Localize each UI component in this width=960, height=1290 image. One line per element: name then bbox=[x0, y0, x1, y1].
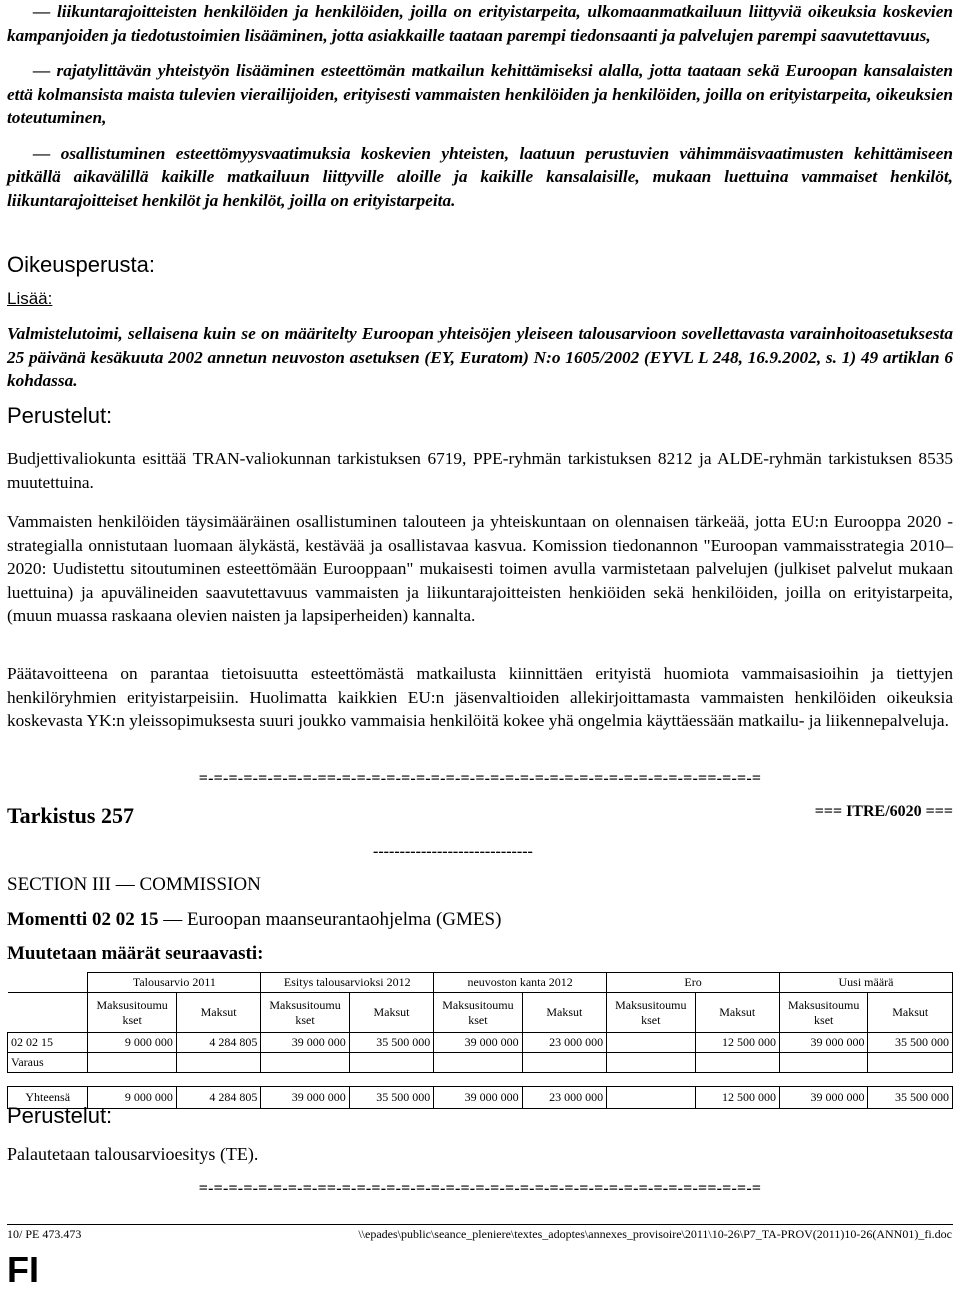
table-sub-header: Maksusitoumu kset bbox=[779, 993, 867, 1033]
table-cell bbox=[88, 1053, 176, 1073]
row-label: Yhteensä bbox=[8, 1087, 88, 1109]
table-sub-header-row bbox=[8, 993, 953, 1033]
table-cell bbox=[779, 1053, 867, 1073]
table-spacer-row bbox=[8, 1073, 953, 1087]
table-cell bbox=[607, 1087, 695, 1109]
bullet-list bbox=[7, 0, 953, 212]
table-group-header: neuvoston kanta 2012 bbox=[434, 973, 607, 993]
table-group-header-row bbox=[8, 973, 953, 993]
budget-item bbox=[7, 909, 501, 931]
table-row bbox=[8, 1087, 953, 1109]
table-cell bbox=[607, 1033, 695, 1053]
legal-basis-heading: Oikeusperusta: bbox=[7, 252, 155, 277]
item-name: Euroopan maanseurantaohjelma (GMES) bbox=[186, 909, 502, 930]
justification-paragraph: Vammaisten henkilöiden täysimääräinen osallistuminen talouteen ja yhteiskuntaan on olennaisen tärkeää, jotta EU:n Eurooppa 2020 -strategialla onnistutaan luomaan älykästä, kestävää ja osallistavaa kasvua. Komission tiedonannon "Euroopan vammaisstrategia 2010–2020: Uudistettu sitoutuminen esteettömään Eurooppaan" mukaisesti toimen avulla varmistetaan palvelujen (julkiset palvelut mukaan luettuina) ja apuvälineiden saavutettavuus vammaisten ja liikuntarajoitteisten henkiöiden sekä henkilöiden, joilla on erityistarpeita, (muun muassa raskaana olevien naisten ja lapsiperheiden) kannalta. bbox=[7, 512, 953, 625]
table-cell bbox=[349, 1053, 433, 1073]
bullet-text: rajatylittävän yhteistyön lisääminen esteettömän matkailun kehittämiseksi alalla, jotta taataan sekä Euroopan kansalaisten että kolmansista maista tulevien vierailijoiden, erityisesti vammaisten henkilöiden ja henkilöiden, joilla on erityistarpeita, oikeuksien toteutuminen, bbox=[7, 61, 953, 127]
table-sub-header: Maksut bbox=[868, 993, 953, 1033]
justification2-heading: Perustelut: bbox=[7, 1103, 113, 1128]
item-label: Momentti 02 02 15 bbox=[7, 909, 159, 930]
item-dash: — bbox=[158, 909, 187, 930]
table-cell: 23 000 000 bbox=[522, 1087, 606, 1109]
table-cell bbox=[261, 1053, 349, 1073]
amendment-dashes: ------------------------------ bbox=[373, 843, 533, 860]
table-cell: 9 000 000 bbox=[88, 1087, 176, 1109]
table-spacer bbox=[8, 1073, 953, 1087]
table-sub-header: Maksusitoumu kset bbox=[434, 993, 522, 1033]
budget-table bbox=[7, 972, 953, 1109]
legal-basis-text: Valmistelutoimi, sellaisena kuin se on määritelty Euroopan yhteisöjen yleiseen talousarvioon sovellettavasta varainhoitoasetuksesta 25 päivänä kesäkuuta 2002 annetun neuvoston asetuksen (EY, Euratom) N:o 1605/2002 (EYVL L 248, 16.9.2002, s. 1) 49 artiklan 6 kohdassa. bbox=[7, 324, 953, 390]
footer-file-path: \\epades\public\seance_pleniere\textes_adoptes\annexes_provisoire\2011\10-26\P7_TA-PROV(2011)10-26(ANN01)_fi.doc bbox=[358, 1227, 952, 1241]
table-cell: 12 500 000 bbox=[695, 1087, 779, 1109]
row-label: 02 02 15 bbox=[8, 1033, 88, 1053]
bullet-item bbox=[7, 0, 953, 47]
table-cell: 35 500 000 bbox=[868, 1087, 953, 1109]
language-code: FI bbox=[7, 1249, 39, 1290]
table-sub-header: Maksut bbox=[349, 993, 433, 1033]
bullet-text: liikuntarajoitteisten henkilöiden ja henkilöiden, joilla on erityistarpeita, ulkomaanmatkailuun liittyviä oikeuksia koskevien kampanjoiden ja tiedotustoimien lisääminen, jotta asiakkaille taataan parempi tiedonsaanti ja palvelujen parempi saavutettavuus, bbox=[7, 2, 954, 45]
table-cell bbox=[522, 1053, 606, 1073]
bullet-dash: — bbox=[33, 143, 51, 163]
table-cell: 39 000 000 bbox=[779, 1087, 867, 1109]
table-cell: 39 000 000 bbox=[434, 1033, 522, 1053]
footer-page-ref: 10/ PE 473.473 bbox=[7, 1227, 82, 1241]
table-cell: 35 500 000 bbox=[868, 1033, 953, 1053]
table-group-header: Uusi määrä bbox=[779, 973, 952, 993]
table-cell: 35 500 000 bbox=[349, 1033, 433, 1053]
table-cell: 9 000 000 bbox=[88, 1033, 176, 1053]
table-cell bbox=[695, 1053, 779, 1073]
table-cell: 23 000 000 bbox=[522, 1033, 606, 1053]
table-group-header: Ero bbox=[607, 973, 780, 993]
justification-heading: Perustelut: bbox=[7, 403, 113, 428]
table-group-header: Talousarvio 2011 bbox=[88, 973, 261, 993]
table-row bbox=[8, 1053, 953, 1073]
table-cell: 35 500 000 bbox=[349, 1087, 433, 1109]
table-group-header: Esitys talousarvioksi 2012 bbox=[261, 973, 434, 993]
justification-paragraph: Päätavoitteena on parantaa tietoisuutta esteettömästä matkailusta kiinnittäen erityistä huomiota vammaisasioihin ja tiettyjen henkilöryhmien erityistarpeisiin. Huolimatta kaikkien EU:n jäsenvaltioiden allekirjoittamasta vammaisten henkilöiden oikeuksia koskevasta YK:n yleissopimuksesta suuri joukko vammaisia henkilöitä kokee yhä ongelmia käyttäessään matkailu- ja liikennepalveluja. bbox=[7, 664, 953, 730]
add-label: Lisää: bbox=[7, 289, 53, 308]
bullet-dash: — bbox=[33, 61, 51, 80]
row-label: Varaus bbox=[8, 1053, 88, 1073]
table-cell: 12 500 000 bbox=[695, 1033, 779, 1053]
table-cell bbox=[176, 1053, 260, 1073]
bullet-dash: — bbox=[33, 2, 51, 21]
bullet-text: osallistuminen esteettömyysvaatimuksia koskevien yhteisten, laatuun perustuvien vähimmäisvaatimusten kehittämiseen pitkällä aikavälillä kaikille matkailuun liittyville aloille ja kaikille kansalaisille, mukaan luettuina vammaiset henkilöt, liikuntarajoitteiset henkilöt ja henkilöt, joilla on erityistarpeita. bbox=[7, 143, 953, 210]
justification-paragraph: Budjettivaliokunta esittää TRAN-valiokunnan tarkistuksen 6719, PPE-ryhmän tarkistuksen 8212 ja ALDE-ryhmän tarkistuksen 8535 muutettuina. bbox=[7, 449, 953, 492]
amendment-ref: === ITRE/6020 === bbox=[814, 803, 953, 820]
table-cell: 39 000 000 bbox=[434, 1087, 522, 1109]
change-heading: Muutetaan määrät seuraavasti: bbox=[7, 943, 264, 964]
table-cell: 39 000 000 bbox=[261, 1087, 349, 1109]
table-cell: 39 000 000 bbox=[261, 1033, 349, 1053]
table-corner bbox=[8, 993, 88, 1033]
table-corner bbox=[8, 973, 88, 993]
table-cell bbox=[434, 1053, 522, 1073]
table-sub-header: Maksut bbox=[176, 993, 260, 1033]
table-sub-header: Maksusitoumu kset bbox=[607, 993, 695, 1033]
table-cell bbox=[868, 1053, 953, 1073]
separator: =-=-=-=-=-=-=-=-==-=-=-=-=-=-=-=-=-=-=-=-=-=-=-=-=-=-=-=-=-=-=-=-=-==-=-=-= bbox=[198, 770, 762, 787]
footer-rule bbox=[7, 1224, 953, 1225]
amendment-title: Tarkistus 257 bbox=[7, 803, 134, 828]
table-cell bbox=[607, 1053, 695, 1073]
table-sub-header: Maksut bbox=[695, 993, 779, 1033]
justification2-text: Palautetaan talousarvioesitys (TE). bbox=[7, 1144, 259, 1164]
table-row bbox=[8, 1033, 953, 1053]
bullet-item bbox=[7, 59, 953, 130]
section-title: SECTION III — COMMISSION bbox=[7, 874, 261, 895]
table-sub-header: Maksusitoumu kset bbox=[88, 993, 176, 1033]
table-sub-header: Maksusitoumu kset bbox=[261, 993, 349, 1033]
table-cell: 39 000 000 bbox=[779, 1033, 867, 1053]
bullet-item bbox=[7, 142, 953, 213]
table-cell: 4 284 805 bbox=[176, 1033, 260, 1053]
table-cell: 4 284 805 bbox=[176, 1087, 260, 1109]
separator: =-=-=-=-=-=-=-=-==-=-=-=-=-=-=-=-=-=-=-=-=-=-=-=-=-=-=-=-=-=-=-=-=-==-=-=-= bbox=[198, 1180, 762, 1197]
table-sub-header: Maksut bbox=[522, 993, 606, 1033]
